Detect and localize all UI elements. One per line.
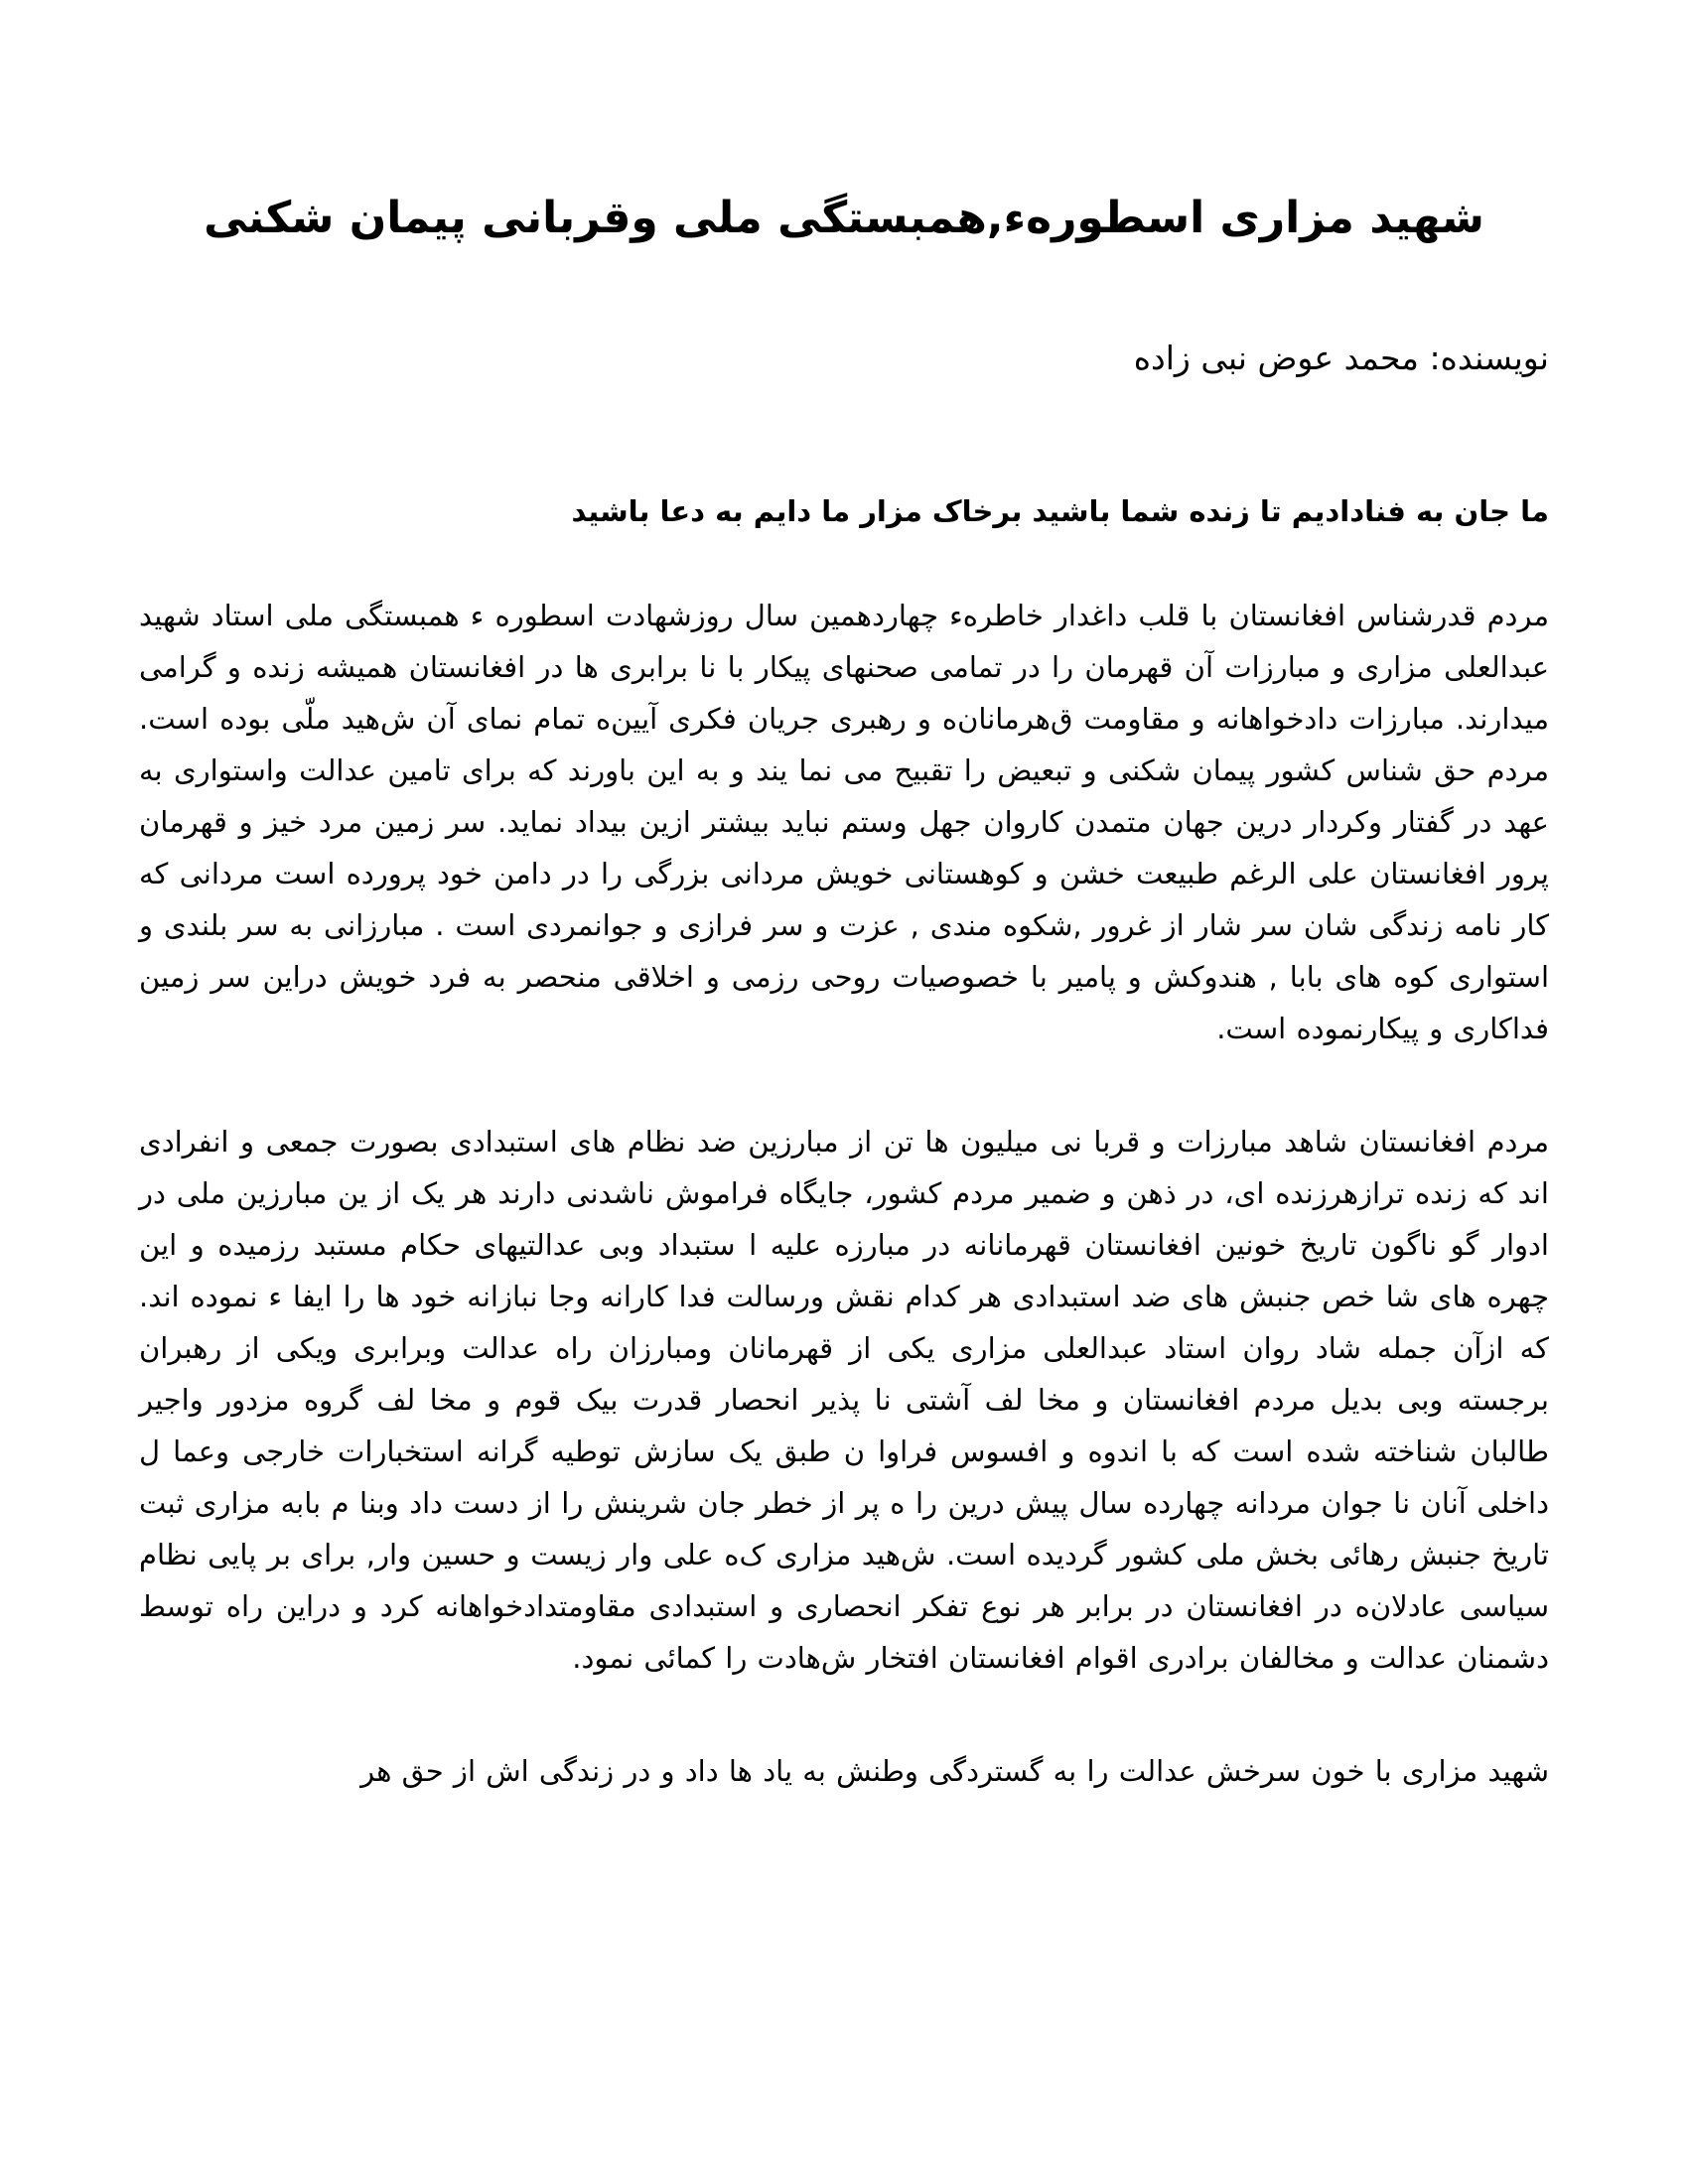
epigraph-verse: ما جان به فنادادیم تا زنده شما باشید برخاک مزار ما دایم به دعا باشید: [571, 494, 1549, 529]
article-title: شهید مزاری اسطورهء,همبستگی ملی وقربانی پیمان شکنی: [204, 193, 1484, 243]
paragraph-2: مردم افغانستان شاهد مبارزات و قربا نی میلیون ها تن از مبارزین ضد نظام های استبدادی بصورت جمعی و انفرادی اند که زنده ترازهرزنده ای، در ذهن و ضمیر مردم کشور، جایگاه فراموش ناشدنی دارند هر یک از ین مبارزین ملی در ادوار گو ناگون تاریخ خونین افغانستان قهرمانانه در مبارزه علیه ا ستبداد وبی عدالتیهای حکام مستبد رزمیده و این چهره های شا خص جنبش های ضد استبدادی هر کدام نقش ورسالت فدا کارانه وجا نبازانه خود ها را ایفا ء نموده اند. که ازآن جمله شاد روان استاد عبدالعلی مزاری یکی از قهرمانان ومبارزان راه عدالت وبرابری ویکی از رهبران برجسته وبی بدیل مردم افغانستان و مخا لف آشتی نا پذیر انحصار قدرت بیک قوم و مخا لف گروه مزدور واجیر طالبان شناخته شده است که با اندوه و افسوس فراوا ن طبق یک سازش توطیه گرانه استخبارات خارجی وعما ل داخلی آنان نا جوان مردانه چهارده سال پیش درین را ه پر از خطر جان شرینش را از دست داد وبنا م بابه مزاری ثبت تاریخ جنبش رهائی بخش ملی کشور گردیده است. ش‌هید مزاری ک‌ه علی وار زیست و حسین وار, برای بر پایی نظام سیاسی عادلان‌ه در افغانستان در برابر هر نوع تفکر انحصاری و استبدادی مقاومتدادخواهانه کرد و دراین راه توسط دشمنان عدالت و مخالفان برادری اقوام افغانستان افتخار ش‌هادت را کمائی نمود.: [139, 1125, 1549, 1676]
paragraph-1: مردم قدرشناس افغانستان با قلب داغدار خاطرهء چهاردهمین سال روزشهادت اسطوره ء همبستگی ملی استاد شهید عبدالعلی مزاری و مبارزات آن قهرمان را در تمامی صحنهای پیکار با نا برابری ها در افغانستان همیشه زنده و گرامی میدارند. مبارزات دادخواهانه و مقاومت ق‌هرمانان‌ه و رهبری جریان فکری آیین‌ه تمام نمای آن ش‌هید ملّی بوده است. مردم حق شناس کشور پیمان شکنی و تبعیض را تقبیح می نما یند و به این باورند که برای تامین عدالت واستواری به عهد در گفتار وکردار درین جهان متمدن کاروان جهل وستم نباید بیشتر ازین بیداد نماید. سر زمین مرد خیز و قهرمان پرور افغانستان علی الرغم طبیعت خشن و کوهستانی خویش مردانی بزرگی را در دامن خود پرورده است مردانی که کار نامه زندگی شان سر شار از غرور ,شکوه مندی , عزت و سر فرازی و جوانمردی است . مبارزانی به سر بلندی و استواری کوه های بابا , هندوکش و پامیر با خصوصیات روحی رزمی و اخلاقی منحصر به فرد خویش دراین سر زمین فداکاری و پیکارنموده است.: [139, 599, 1549, 1046]
paragraph-3: شهید مزاری با خون سرخش عدالت را به گستردگی وطنش به یاد ها داد و در زندگی اش از حق هر: [360, 1754, 1549, 1789]
author-byline: نویسنده: محمد عوض نبی زاده: [1133, 339, 1549, 378]
